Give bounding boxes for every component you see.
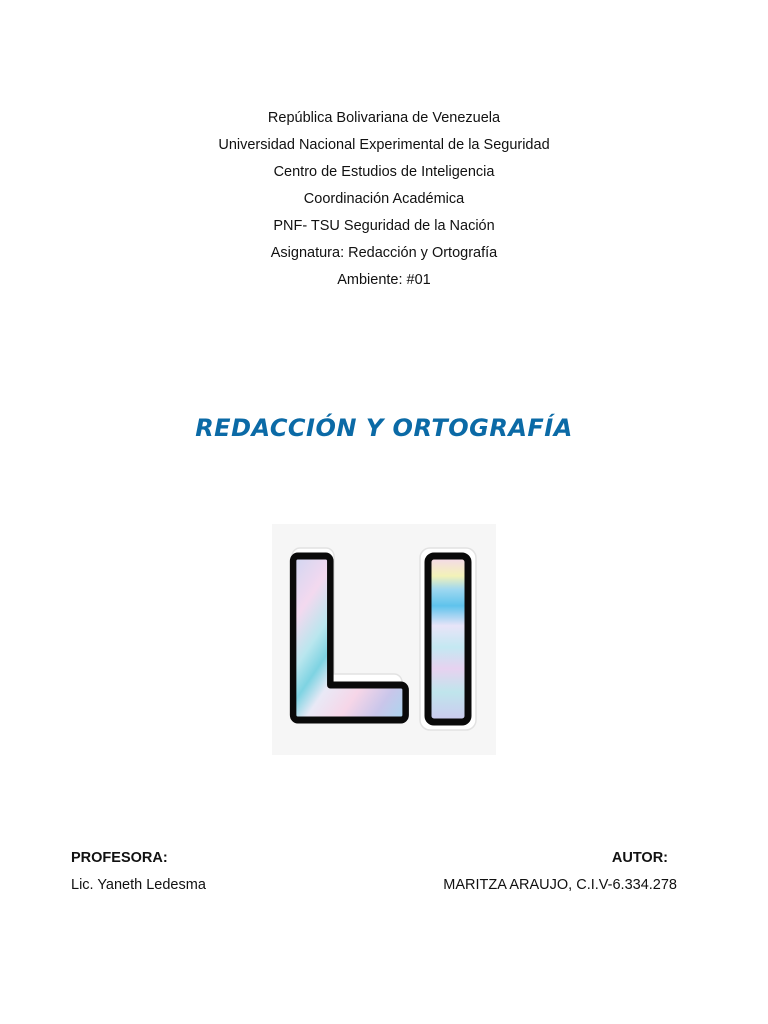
institution-header [0,108,768,297]
holographic-ll-icon [272,524,496,755]
logo-image [272,524,496,755]
header-line-ambiente: Ambiente: #01 [337,272,431,288]
header-line-program: PNF- TSU Seguridad de la Nación [273,218,495,234]
profesora-name: Lic. Yaneth Ledesma [71,877,206,893]
autor-label: AUTOR: [611,850,668,866]
header-line-center: Centro de Estudios de Inteligencia [273,164,495,180]
autor-name: MARITZA ARAUJO, C.I.V-6.334.278 [443,877,677,893]
header-line-subject: Asignatura: Redacción y Ortografía [270,245,498,261]
document-title: REDACCIÓN Y ORTOGRAFÍA [195,414,573,442]
header-line-coordination: Coordinación Académica [303,191,465,207]
profesora-label: PROFESORA: [71,850,168,866]
header-line-university: Universidad Nacional Experimental de la Seguridad [218,137,550,153]
header-line-country: República Bolivariana de Venezuela [267,110,501,126]
